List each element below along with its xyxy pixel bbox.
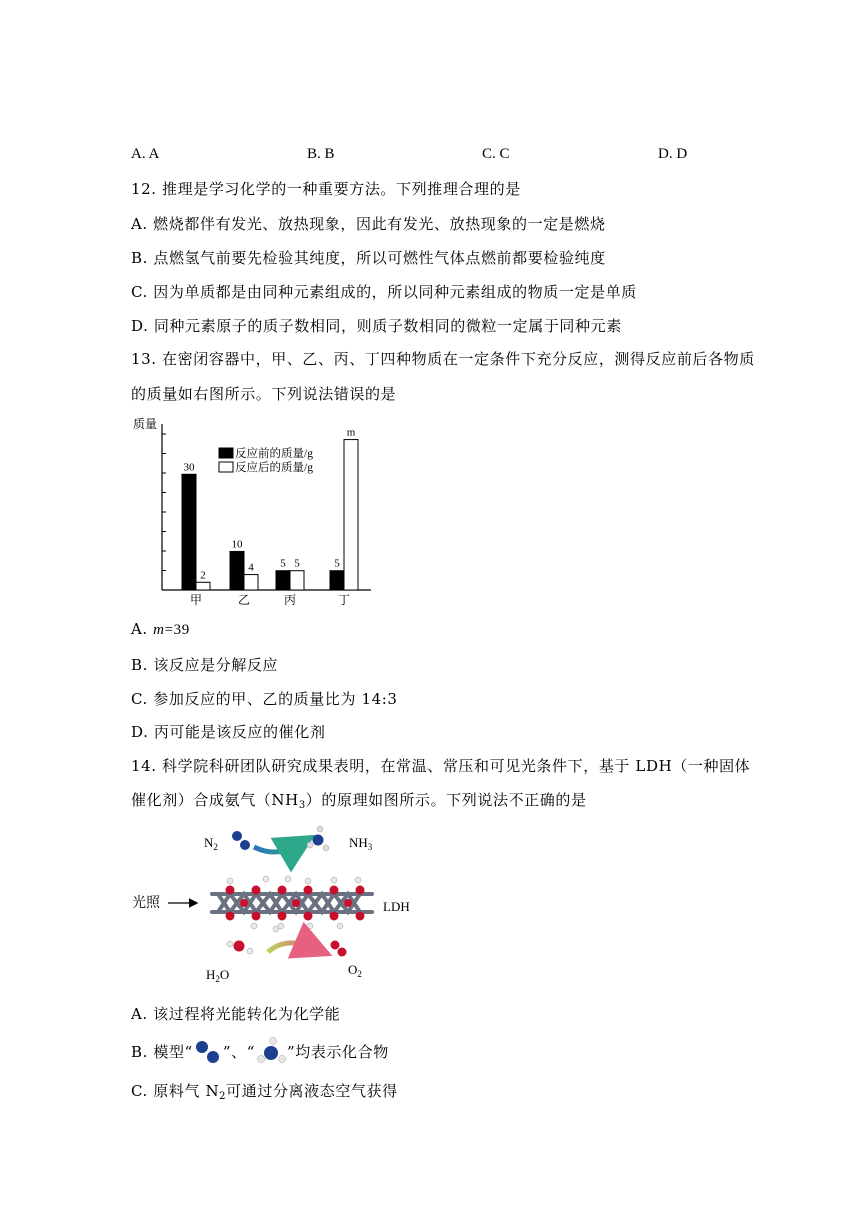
mass-bar-chart [126,412,376,608]
bar-before-丙 [276,571,290,590]
q14-option-b: B. 模型“ ”、“ ”均表示化合物 [131,1037,389,1065]
y-axis-label: 质量 [133,417,158,431]
light-label: 光照 [132,896,160,911]
bar-value-label: 10 [231,538,243,551]
o2-label: $O_2$ [348,962,362,979]
q12-option-b: B. 点燃氢气前要先检验其纯度，所以可燃性气体点燃前都要检验纯度 [131,249,606,267]
nh3-molecule-icon [307,826,329,851]
bar-before-乙 [230,551,244,590]
bar-value-label: 2 [200,569,206,582]
ldh-lattice [212,876,372,932]
bar-before-丁 [330,571,344,590]
bar-after-丙 [290,571,304,590]
q11-option-b: B. B [307,146,335,162]
legend-label-before: 反应前的质量/g [235,448,313,460]
h2o-molecule-icon [227,941,253,955]
legend-swatch-after [219,462,233,472]
bar-value-label: 5 [294,557,300,570]
q13-option-c: C. 参加反应的甲、乙的质量比为 14:3 [131,690,398,708]
bar-value-label: 4 [248,561,254,574]
bar-after-乙 [244,575,258,590]
q11-option-c: C. C [482,146,510,162]
q14-option-c: C. 原料气 $N_2$可通过分离液态空气获得 [131,1082,398,1102]
q13-option-d: D. 丙可能是该反应的催化剂 [131,723,326,741]
q14-stem-line2: 催化剂）合成氨气$(NH_3)$的原理如图所示。下列说法不正确的是 [131,791,587,811]
bottom-reaction-arrow [268,943,314,952]
h2o-label: $H_2O$ [206,967,230,984]
n2-label: $N_2$ [204,835,218,852]
bar-after-甲 [196,582,210,590]
bar-before-甲 [182,474,196,590]
q13-option-a: A. m=39 [131,620,190,638]
nh3-model-icon [255,1037,287,1065]
bar-after-丁 [344,440,358,590]
q13-option-b: B. 该反应是分解反应 [131,656,279,674]
legend-label-after: 反应后的质量/g [235,462,313,474]
q12-option-a: A. 燃烧都伴有发光、放热现象，因此有发光、放热现象的一定是燃烧 [131,215,606,233]
q14-option-a: A. 该过程将光能转化为化学能 [131,1005,341,1023]
ldh-ammonia-diagram [126,818,426,990]
bar-value-label: 30 [183,461,195,474]
category-label: 甲 [189,593,203,607]
category-label: 丁 [337,593,351,607]
q12-stem: 12. 推理是学习化学的一种重要方法。下列推理合理的是 [131,180,521,198]
nh3-label: $NH_3$ [349,835,373,852]
q14-stem-line1: 14. 科学院科研团队研究成果表明，在常温、常压和可见光条件下，基于 LDH（一种固体 [131,757,751,775]
q12-option-d: D. 同种元素原子的质子数相同，则质子数相同的微粒一定属于同种元素 [131,317,622,335]
q11-option-d: D. D [658,146,688,162]
q13-stem-line1: 13. 在密闭容器中，甲、乙、丙、丁四种物质在一定条件下充分反应，测得反应前后各物质 [131,350,755,368]
category-label: 乙 [237,593,251,607]
q13-stem-line2: 的质量如右图所示。下列说法错误的是 [131,385,397,403]
q11-option-a: A. A [131,146,160,162]
bar-value-label: m [346,426,356,439]
bar-value-label: 5 [280,557,286,570]
ldh-label: LDH [383,899,410,914]
legend-swatch-before [219,448,233,458]
o2-molecule-icon [331,941,347,957]
n2-molecule-icon [232,831,250,850]
legend [219,446,313,474]
top-reaction-arrow [254,845,298,852]
n2-model-icon [193,1039,223,1065]
bar-value-label: 5 [334,557,340,570]
q12-option-c: C. 因为单质都是由同种元素组成的，所以同种元素组成的物质一定是单质 [131,283,637,301]
category-label: 丙 [283,593,297,607]
